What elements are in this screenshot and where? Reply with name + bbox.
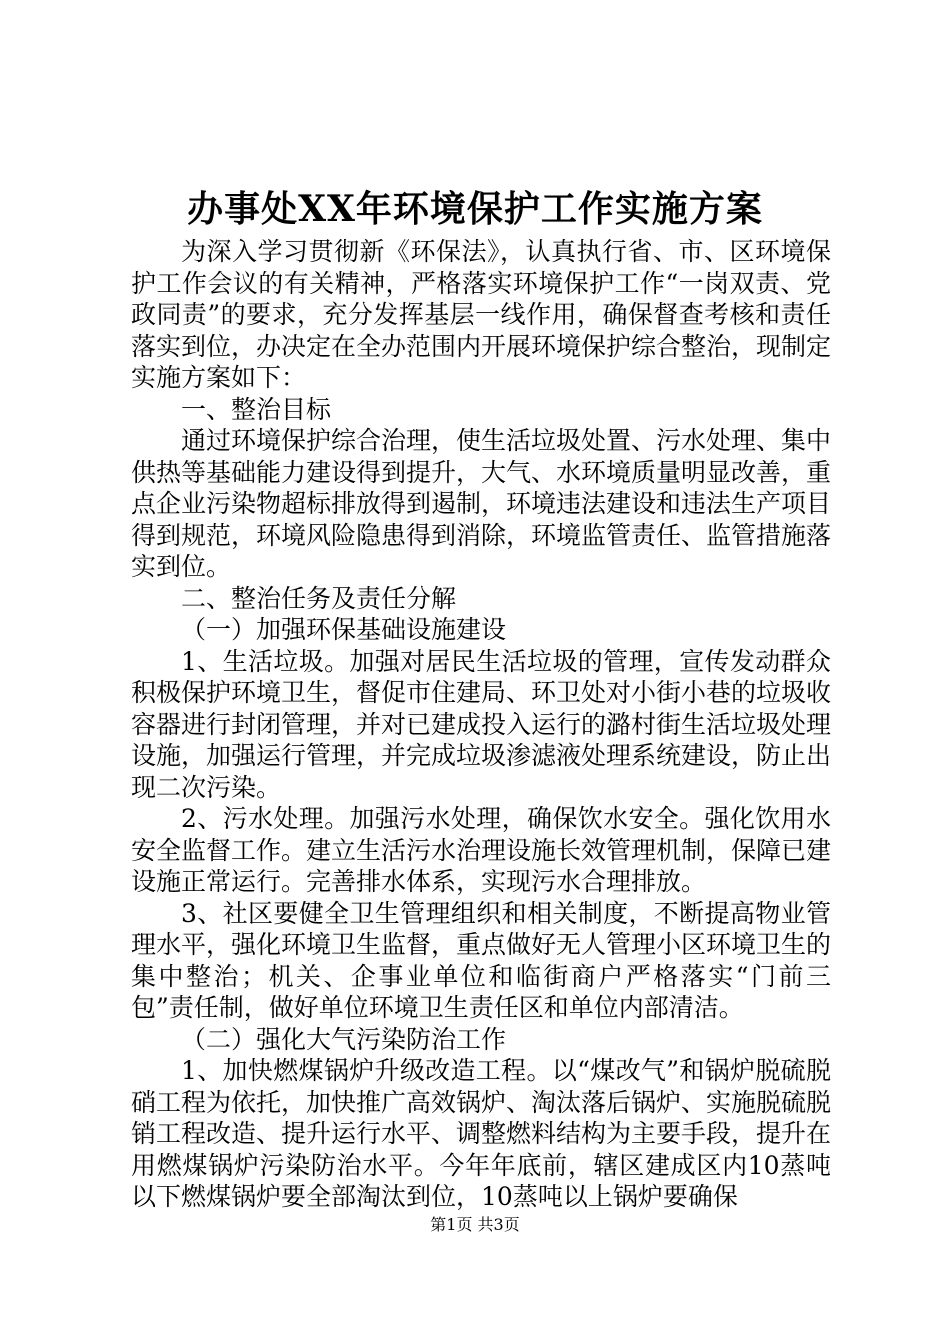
section-heading-tasks: 二、整治任务及责任分解 bbox=[181, 583, 457, 613]
paragraph-community: 3、社区要健全卫生管理组织和相关制度，不断提高物业管理水平，强化环境卫生监督，重点做好无人管理小区环境卫生的集中整治；机关、企事业单位和临街商户严格落实“门前三包”责任制，做好单位环境卫生责任区和单位内部清洁。 bbox=[131, 898, 832, 1022]
section-heading-goals: 一、整治目标 bbox=[181, 394, 332, 424]
subsection-heading-air: （二）强化大气污染防治工作 bbox=[181, 1024, 507, 1054]
paragraph-garbage: 1、生活垃圾。加强对居民生活垃圾的管理，宣传发动群众积极保护环境卫生，督促市住建局、环卫处对小街小巷的垃圾收容器进行封闭管理，并对已建成投入运行的潞村街生活垃圾处理设施，加强运行管理，并完成垃圾渗滤液处理系统建设，防止出现二次污染。 bbox=[131, 646, 832, 802]
subsection-heading-infrastructure: （一）加强环保基础设施建设 bbox=[181, 615, 507, 644]
page-number-footer: 第1页 共3页 bbox=[430, 1215, 520, 1234]
document-body bbox=[131, 236, 831, 1213]
paragraph-intro: 为深入学习贯彻新《环保法》，认真执行省、市、区环境保护工作会议的有关精神，严格落实环境保护工作“一岗双责、党政同责”的要求，充分发挥基层一线作用，确保督查考核和责任落实到位，办决定在全办范围内开展环境保护综合整治，现制定实施方案如下： bbox=[131, 237, 832, 392]
paragraph-goals: 通过环境保护综合治理，使生活垃圾处置、污水处理、集中供热等基础能力建设得到提升，大气、水环境质量明显改善，重点企业污染物超标排放得到遏制，环境违法建设和违法生产项目得到规范，环境风险隐患得到消除，环境监管责任、监管措施落实到位。 bbox=[131, 426, 832, 581]
paragraph-boiler: 1、加快燃煤锅炉升级改造工程。以“煤改气”和锅炉脱硫脱硝工程为依托，加快推广高效锅炉、淘汰落后锅炉、实施脱硫脱销工程改造、提升运行水平、调整燃料结构为主要手段，提升在用燃煤锅炉污染防治水平。今年年底前，辖区建成区内10蒸吨以下燃煤锅炉要全部淘汰到位，10蒸吨以上锅炉要确保 bbox=[131, 1056, 832, 1211]
paragraph-sewage: 2、污水处理。加强污水处理，确保饮水安全。强化饮用水安全监督工作。建立生活污水治理设施长效管理机制，保障已建设施正常运行。完善排水体系，实现污水合理排放。 bbox=[131, 804, 832, 896]
document-title: 办事处XX年环境保护工作实施方案 bbox=[187, 188, 763, 230]
